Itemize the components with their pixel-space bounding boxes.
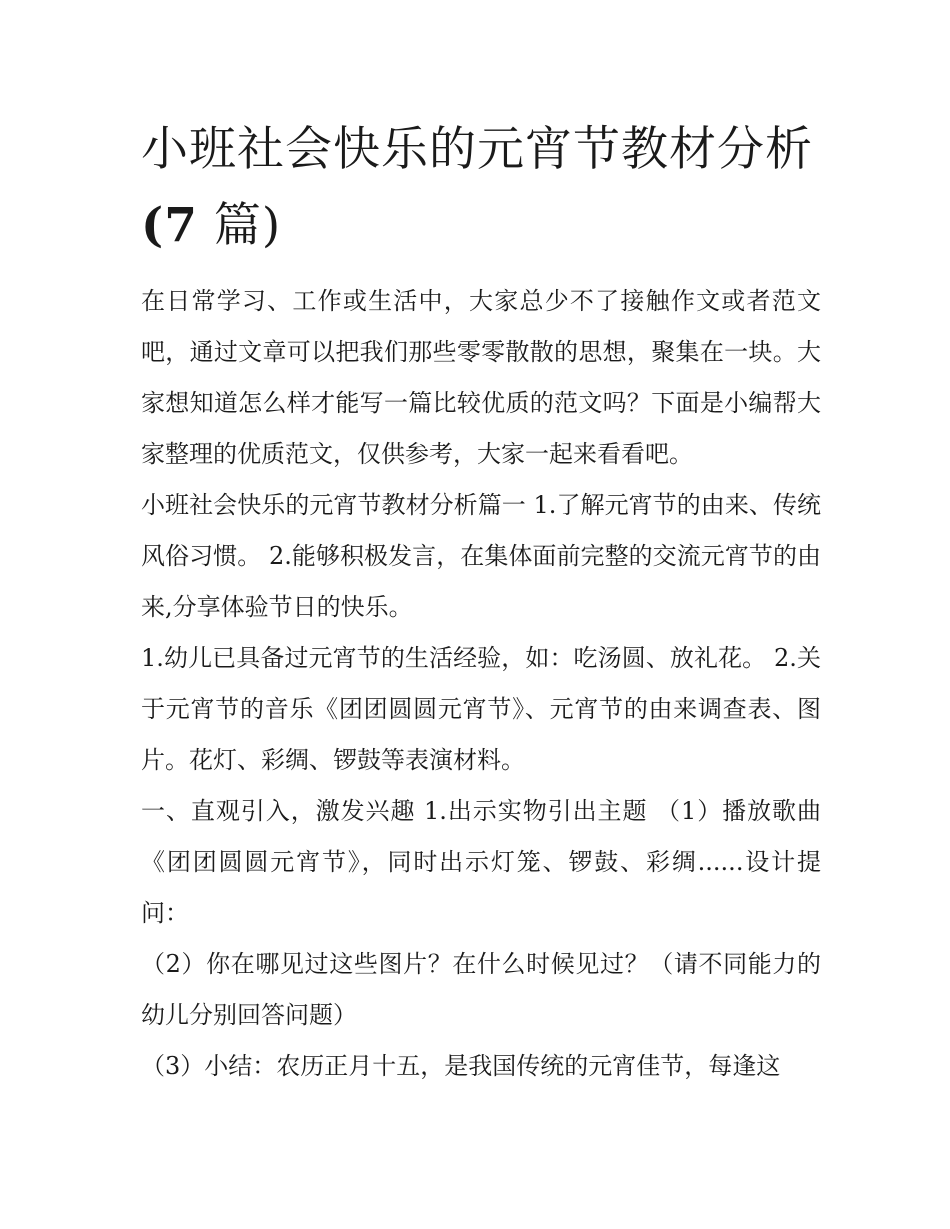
paragraph-process-step-3: （3）小结：农历正月十五，是我国传统的元宵佳节，每逢这 (141, 1052, 781, 1080)
title-text: 小班社会快乐的元宵节教材分析 (141, 122, 813, 177)
title-count: (7 (141, 198, 198, 253)
document-body (141, 276, 821, 1092)
paragraph-process-step-2: （2）你在哪见过这些图片？在什么时候见过？（请不同能力的幼儿分别回答问题） (141, 950, 821, 1029)
paragraph-intro: 在日常学习、工作或生活中，大家总少不了接触作文或者范文吧，通过文章可以把我们那些零零散散的思想，聚集在一块。大家想知道怎么样才能写一篇比较优质的范文吗？下面是小编帮大家整理的优质范文，仅供参考，大家一起来看看吧。 (141, 287, 821, 468)
document-title (141, 112, 821, 264)
paragraph-objectives: 小班社会快乐的元宵节教材分析篇一 1.了解元宵节的由来、传统风俗习惯。 2.能够积极发言，在集体面前完整的交流元宵节的由来,分享体验节日的快乐。 (141, 491, 821, 621)
paragraph-process-step-1: 一、直观引入，激发兴趣 1.出示实物引出主题 （1）播放歌曲《团团圆圆元宵节》，同时出示灯笼、锣鼓、彩绸......设计提问： (141, 797, 821, 927)
title-suffix: 篇) (197, 198, 282, 253)
paragraph-preparation: 1.幼儿已具备过元宵节的生活经验，如：吃汤圆、放礼花。 2.关于元宵节的音乐《团团圆圆元宵节》、元宵节的由来调查表、图片。花灯、彩绸、锣鼓等表演材料。 (141, 644, 821, 774)
